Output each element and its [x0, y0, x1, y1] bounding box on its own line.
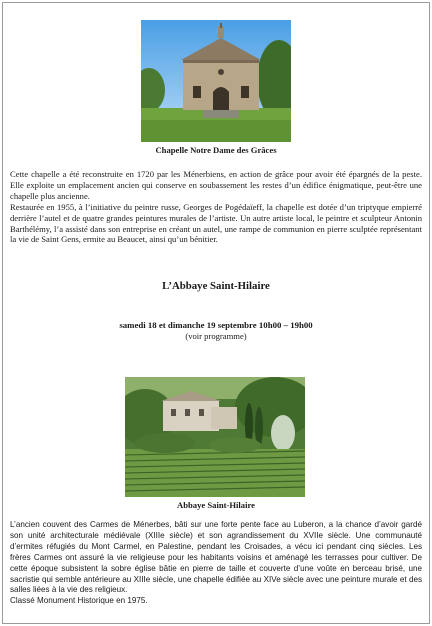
abbey-photo — [125, 377, 305, 497]
chapel-description: Cette chapelle a été reconstruite en 1720 par les Ménerbiens, en action de grâce pour avoir été épargnés de la peste. Elle exploite un emplacement ancien qui conserve en soubassement les restes d’un édifice énigmatique, peut-être une chapelle plus ancienne. Restaurée en 1955, à l’initiative du peintre russe, Georges de Pogédaïeff, la chapelle est dotée d’un triptyque empierré derrière l’autel et de quatre grandes peintures murales de l’artiste. Un autre artiste local, le peintre et sculpteur Antonin Barthélémy, l’a assisté dans son entreprise en créant un autel, une rampe de communion en pierre sculptée représentant la vie de Saint Gens, ermite au Beaucet, ainsi qu’un bénitier. — [10, 169, 422, 245]
abbey-heading: L’Abbaye Saint-Hilaire — [162, 280, 270, 292]
chapel-photo — [141, 20, 291, 142]
program-link[interactable]: (voir programme) — [185, 331, 247, 341]
abbey-description: L’ancien couvent des Carmes de Ménerbes, bâti sur une forte pente face au Luberon, a la chance d’avoir gardé son unité architecturale médiévale (XIIIe siècle) et son agrandissement du XVIIe siècle. Une communauté d’ermites réfugiés du Mont Carmel, en Palestine, pendant les Croisades, a vécu ici pendant cinq siècles. Les frères Carmes ont assuré la vie religieuse pour les habitants voisins et aménagé les terrasses pour cultiver. De cette époque subsistent la sobre église bâtie en pierre de taille et couverte d’une voûte en berceau brisé, une sacristie qui semble antérieure au XIIIe siècle, une chapelle édifiée au XIVe siècle avec une peinture murale et des salles liées à la vie des religieux. Classé Monument Historique en 1975. — [10, 520, 422, 606]
abbey-caption: Abbaye Saint-Hilaire — [177, 500, 255, 510]
chapel-caption: Chapelle Notre Dame des Grâces — [155, 145, 277, 155]
event-dates: samedi 18 et dimanche 19 septembre 10h00 – 19h00 — [119, 320, 313, 330]
